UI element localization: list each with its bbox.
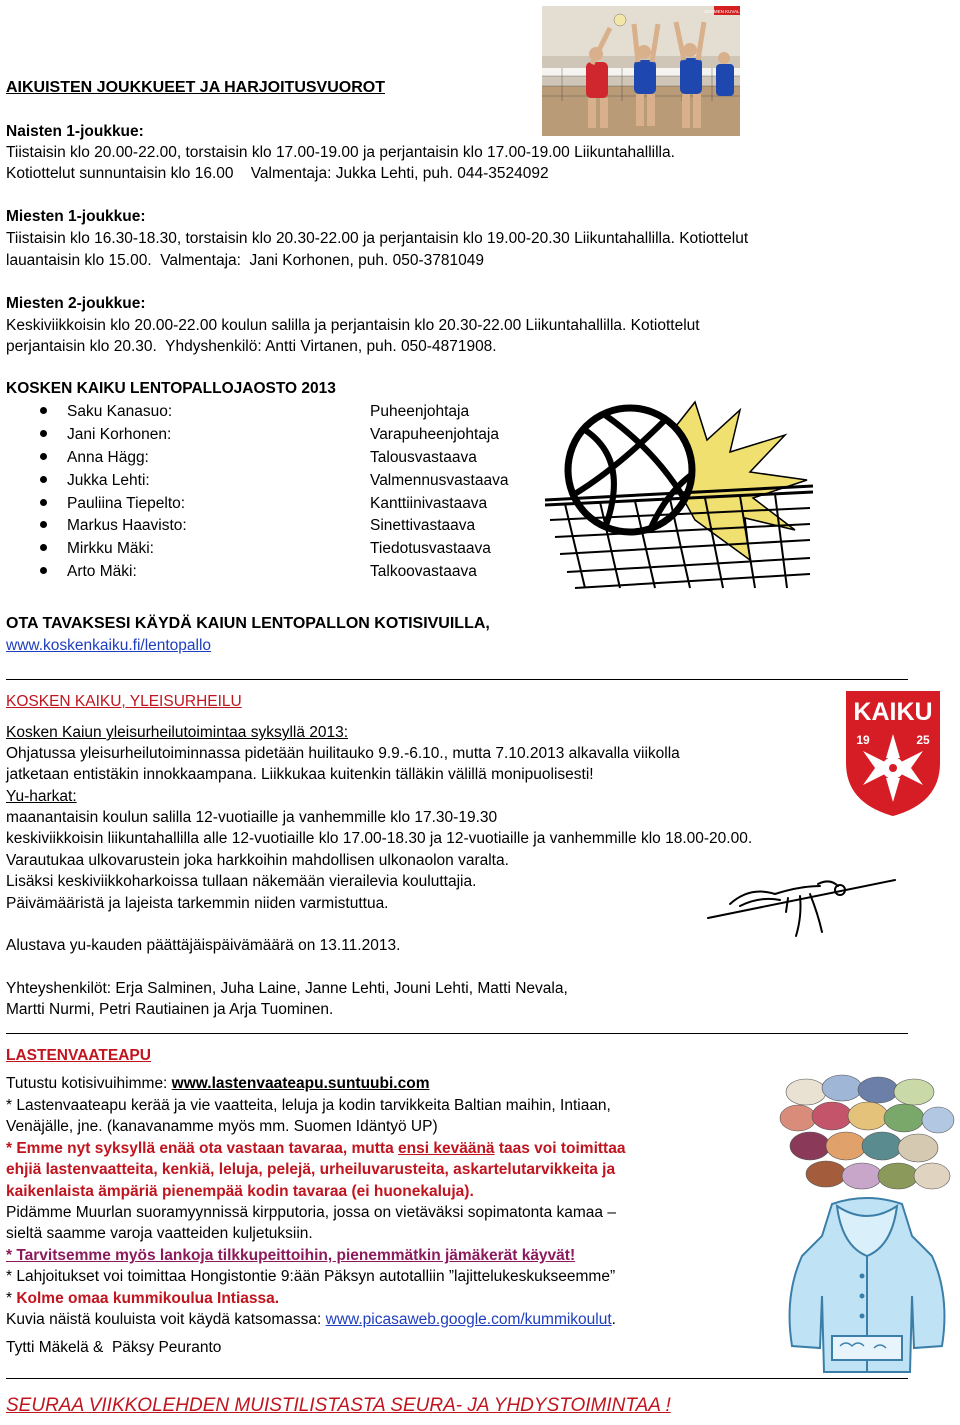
- kaiku-logo: [843, 688, 943, 818]
- men1-line2: lauantaisin klo 15.00. Valmentaja: Jani Korhonen, puh. 050-3781049: [6, 252, 484, 269]
- jacket-drawing: [782, 1196, 952, 1378]
- board-member-name: Anna Hägg:: [40, 447, 149, 468]
- yarn-balls-image: [780, 1072, 955, 1192]
- board-member-role: Tiedotusvastaava: [370, 540, 491, 557]
- board-member-role: Talkoovastaava: [370, 563, 477, 580]
- board-member-name: Jukka Lehti:: [40, 470, 150, 491]
- kids-sponsor: * Kolme omaa kummikoulua Intiassa.: [6, 1290, 280, 1307]
- high-jump-sketch: [700, 856, 900, 946]
- teams-heading: AIKUISTEN JOUKKUEET JA HARJOITUSVUOROT: [6, 79, 385, 96]
- board-member-name: Saku Kanasuo:: [40, 401, 172, 422]
- athletics-contacts: Martti Nurmi, Petri Rautiainen ja Arja Tuominen.: [6, 1001, 334, 1018]
- women1-line2: Kotiottelut sunnuntaisin klo 16.00 Valmentaja: Jukka Lehti, puh. 044-3524092: [6, 165, 549, 182]
- yu-line: Lisäksi keskiviikkoharkoissa tullaan näkemään vierailevia kouluttajia.: [6, 873, 477, 890]
- kids-text: * Lastenvaateapu kerää ja vie vaatteita, leluja ja kodin tarvikkeita Baltian maihin, Intiaan,: [6, 1097, 611, 1114]
- board-member-role: Kanttiinivastaava: [370, 495, 488, 512]
- volleyball-homepage-link[interactable]: www.koskenkaiku.fi/lentopallo: [6, 637, 212, 654]
- section-divider: [6, 679, 908, 680]
- women1-title: Naisten 1-joukkue:: [6, 123, 144, 140]
- yu-line: keskiviikkoisin liikuntahallilla alle 12-vuotiaille klo 17.00-18.30 ja 12-vuotiaille ja vanhemmille klo 18.00-20.00.: [6, 830, 753, 847]
- board-member-name: Pauliina Tiepelto:: [40, 493, 185, 514]
- volleyball-photo: [542, 6, 750, 136]
- women1-line1: Tiistaisin klo 20.00-22.00, torstaisin klo 17.00-19.00 ja perjantaisin klo 17.00-19.00 Liikuntahallilla.: [6, 144, 675, 161]
- board-title: KOSKEN KAIKU LENTOPALLOJAOSTO 2013: [6, 380, 336, 397]
- board-member-role: Talousvastaava: [370, 449, 477, 466]
- volleyball-clipart: [545, 400, 815, 590]
- kids-text: Venäjälle, jne. (kanavanamme myös mm. Suomen Idäntyö UP): [6, 1118, 438, 1135]
- men2-line2: perjantaisin klo 20.30. Yhdyshenkilö: Antti Virtanen, puh. 050-4871908.: [6, 338, 497, 355]
- volleyball-cta: OTA TAVAKSESI KÄYDÄ KAIUN LENTOPALLON KOTISIVUILLA,: [6, 615, 490, 632]
- kids-homepage-link[interactable]: www.lastenvaateapu.suntuubi.com: [171, 1075, 430, 1092]
- yu-title: Yu-harkat:: [6, 788, 77, 805]
- bullet-icon: [40, 430, 47, 437]
- kids-notice: kaikenlaista ämpäriä pienempää kodin tavaraa (ei huonekaluja).: [6, 1183, 474, 1200]
- board-member-name: Mirkku Mäki:: [40, 538, 154, 559]
- logo-year-left: 19: [856, 733, 870, 747]
- yu-line: Päivämääristä ja lajeista tarkemmin niiden varmistuttua.: [6, 895, 389, 912]
- yu-line: maanantaisin koulun salilla 12-vuotiaille ja vanhemmille klo 17.30-19.30: [6, 809, 498, 826]
- athletics-text: Ohjatussa yleisurheilutoiminnassa pidetään huilitauko 9.9.-6.10., mutta 7.10.2013 alkavalla viikolla: [6, 745, 680, 762]
- kids-text: * Lahjoitukset voi toimittaa Hongistontie 9:ään Päksyn autotalliin ”lajittelukeskukseemme”: [6, 1268, 616, 1285]
- bullet-icon: [40, 453, 47, 460]
- bullet-icon: [40, 476, 47, 483]
- kids-photos: Kuvia näistä kouluista voit käydä katsomassa: www.picasaweb.google.com/kummikoulut.: [6, 1311, 616, 1328]
- athletics-text: jatketaan entistäkin innokkaampana. Liikkukaa kuitenkin tälläkin välillä monipuolisesti!: [6, 766, 594, 783]
- kids-text: Pidämme Muurlan suoramyynnissä kirpputoria, jossa on vietäväksi sopimatonta kamaa –: [6, 1204, 616, 1221]
- board-member-role: Valmennusvastaava: [370, 472, 509, 489]
- logo-text: KAIKU: [853, 698, 933, 726]
- signature: Tytti Mäkelä & Päksy Peuranto: [6, 1339, 222, 1356]
- kids-notice: ehjiä lastenvaatteita, kenkiä, leluja, pelejä, urheiluvarusteita, askartelutarvikkeita ja: [6, 1161, 616, 1178]
- board-member-name: Markus Haavisto:: [40, 515, 187, 536]
- board-member-name: Arto Mäki:: [40, 561, 137, 582]
- board-member-name: Jani Korhonen:: [40, 424, 171, 445]
- kids-visit: Tutustu kotisivuihimme: www.lastenvaateapu.suntuubi.com: [6, 1075, 430, 1092]
- season-end-date: Alustava yu-kauden päättäjäispäivämäärä on 13.11.2013.: [6, 937, 401, 954]
- board-member-role: Varapuheenjohtaja: [370, 426, 499, 443]
- board-member-role: Puheenjohtaja: [370, 403, 470, 420]
- men1-title: Miesten 1-joukkue:: [6, 208, 146, 225]
- athletics-title: KOSKEN KAIKU, YLEISURHEILU: [6, 693, 242, 710]
- athletics-contacts: Yhteyshenkilöt: Erja Salminen, Juha Laine, Janne Lehti, Jouni Lehti, Matti Nevala,: [6, 980, 568, 997]
- kids-text: sieltä saamme varoja vaatteiden kuljetuksiin.: [6, 1225, 313, 1242]
- yu-line: Varautukaa ulkovarustein joka harkkoihin mahdollisen ulkonaolon varalta.: [6, 852, 509, 869]
- bullet-icon: [40, 567, 47, 574]
- logo-year-right: 25: [916, 733, 930, 747]
- kids-title: LASTENVAATEAPU: [6, 1047, 151, 1064]
- board-member-role: Sinettivastaava: [370, 517, 476, 534]
- men2-line1: Keskiviikkoisin klo 20.00-22.00 koulun salilla ja perjantaisin klo 20.30-22.00 Liikuntahallilla. Kotiottelut: [6, 317, 700, 334]
- bullet-icon: [40, 544, 47, 551]
- bullet-icon: [40, 407, 47, 414]
- bullet-icon: [40, 499, 47, 506]
- section-divider: [6, 1033, 908, 1034]
- kids-yarn-request: * Tarvitsemme myös lankoja tilkkupeittoihin, pienemmätkin jämäkerät käyvät!: [6, 1247, 576, 1264]
- bullet-icon: [40, 521, 47, 528]
- photo-label: SUOMEN KUVALEHTI: [704, 9, 750, 14]
- section-divider: [6, 1378, 908, 1379]
- footer-reminder: SEURAA VIIKKOLEHDEN MUISTILISTASTA SEURA- JA YHDYSTOIMINTAA !: [6, 1395, 671, 1416]
- kids-notice: * Emme nyt syksyllä enää ota vastaan tavaraa, mutta ensi keväänä taas voi toimittaa: [6, 1140, 626, 1157]
- picasa-link[interactable]: www.picasaweb.google.com/kummikoulut: [325, 1311, 612, 1328]
- men2-title: Miesten 2-joukkue:: [6, 295, 146, 312]
- athletics-subtitle: Kosken Kaiun yleisurheilutoimintaa syksyllä 2013:: [6, 724, 349, 741]
- men1-line1: Tiistaisin klo 16.30-18.30, torstaisin klo 20.30-22.00 ja perjantaisin klo 19.00-20.30 Liikuntahallilla. Kotiottelut: [6, 230, 749, 247]
